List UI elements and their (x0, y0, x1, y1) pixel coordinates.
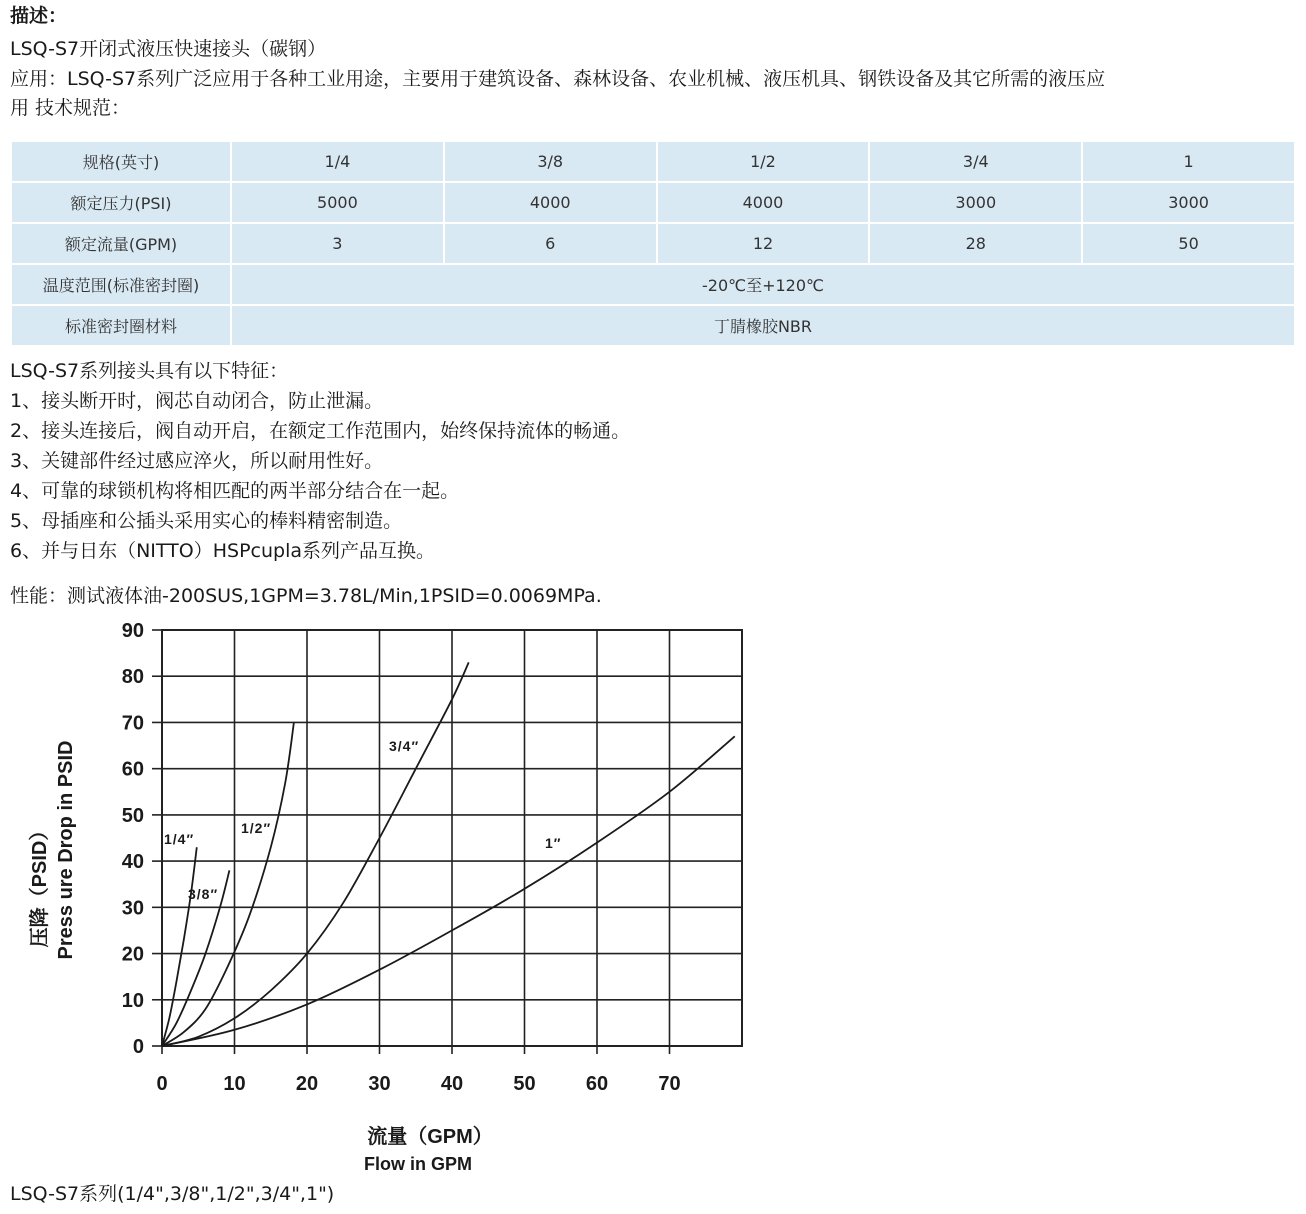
table-cell: 3/4 (869, 141, 1082, 182)
table-row (11, 264, 1295, 305)
series-label: 3/8″ (188, 886, 219, 902)
table-cell: 28 (869, 223, 1082, 264)
row-label: 额定流量(GPM) (11, 223, 231, 264)
table-cell: 1/4 (231, 141, 444, 182)
table-cell: 3000 (1082, 182, 1295, 223)
x-axis-subtitle: Flow in GPM (364, 1154, 472, 1174)
table-row (11, 305, 1295, 346)
feature-item: 5、母插座和公插头采用实心的棒料精密制造。 (10, 510, 403, 532)
x-tick-label: 60 (585, 1073, 609, 1095)
table-cell: 1/2 (657, 141, 870, 182)
feature-item: 4、可靠的球锁机构将相匹配的两半部分结合在一起。 (10, 480, 460, 502)
y-tick-label: 40 (121, 851, 144, 874)
table-cell: 3 (231, 223, 444, 264)
description-heading: 描述： (10, 5, 68, 27)
y-tick-label: 60 (121, 758, 144, 781)
y-axis-title: 压降（PSID） (29, 820, 51, 948)
row-label: 温度范围(标准密封圈) (11, 264, 231, 305)
y-tick-label: 80 (121, 666, 144, 689)
series-line (162, 722, 294, 1046)
table-cell: 6 (444, 223, 657, 264)
table-cell-merged: -20℃至+120℃ (231, 264, 1295, 305)
table-cell: 3000 (869, 182, 1082, 223)
spec-table (10, 140, 1296, 347)
table-cell: 50 (1082, 223, 1295, 264)
y-tick-label: 10 (121, 989, 144, 1012)
table-cell: 4000 (657, 182, 870, 223)
y-tick-label: 50 (121, 804, 144, 827)
y-tick-label: 70 (121, 712, 144, 735)
features-intro: LSQ-S7系列接头具有以下特征： (10, 360, 289, 382)
x-tick-label: 20 (295, 1073, 319, 1095)
table-row (11, 182, 1295, 223)
x-tick-label: 70 (658, 1073, 681, 1095)
feature-item: 2、接头连接后，阀自动开启，在额定工作范围内，始终保持流体的畅通。 (10, 420, 631, 442)
pressure-drop-chart (0, 610, 800, 1180)
application-text: 应用：LSQ-S7系列广泛应用于各种工业用途，主要用于建筑设备、森林设备、农业机械、液压机具、钢铁设备及其它所需的液压应 (10, 68, 1106, 90)
row-label: 标准密封圈材料 (11, 305, 231, 346)
feature-item: 6、并与日东（NITTO）HSPcupla系列产品互换。 (10, 540, 436, 562)
feature-item: 1、接头断开时，阀芯自动闭合，防止泄漏。 (10, 390, 384, 412)
x-tick-label: 10 (223, 1073, 246, 1095)
table-cell-merged: 丁腈橡胶NBR (231, 305, 1295, 346)
table-cell: 4000 (444, 182, 657, 223)
x-tick-label: 50 (513, 1073, 536, 1095)
series-label: 1/2″ (241, 820, 272, 836)
series-label: 1/4″ (164, 831, 195, 847)
row-label: 额定压力(PSI) (11, 182, 231, 223)
product-name: LSQ-S7开闭式液压快速接头（碳钢） (10, 38, 327, 60)
performance-note: 性能：测试液体油-200SUS,1GPM=3.78L/Min,1PSID=0.0069MPa. (10, 585, 602, 607)
y-tick-label: 30 (121, 897, 144, 920)
series-label: 3/4″ (389, 738, 420, 754)
table-cell: 3/8 (444, 141, 657, 182)
y-tick-label: 0 (132, 1036, 144, 1058)
y-tick-label: 20 (121, 943, 144, 966)
x-axis-title: 流量（GPM） (367, 1126, 493, 1148)
x-tick-label: 30 (368, 1073, 391, 1095)
y-axis-subtitle: Press ure Drop in PSID (55, 740, 77, 960)
table-row (11, 223, 1295, 264)
y-tick-label: 90 (121, 620, 144, 642)
series-footer: LSQ-S7系列(1/4",3/8",1/2",3/4",1") (10, 1183, 335, 1205)
row-label: 规格(英寸) (11, 141, 231, 182)
application-text-continued: 用 技术规范： (10, 97, 131, 119)
table-cell: 1 (1082, 141, 1295, 182)
x-tick-label: 40 (440, 1073, 464, 1095)
table-cell: 12 (657, 223, 870, 264)
series-line (162, 662, 469, 1046)
series-label: 1″ (545, 835, 562, 851)
table-row (11, 141, 1295, 182)
x-tick-label: 0 (156, 1073, 168, 1095)
feature-item: 3、关键部件经过感应淬火，所以耐用性好。 (10, 450, 384, 472)
table-cell: 5000 (231, 182, 444, 223)
